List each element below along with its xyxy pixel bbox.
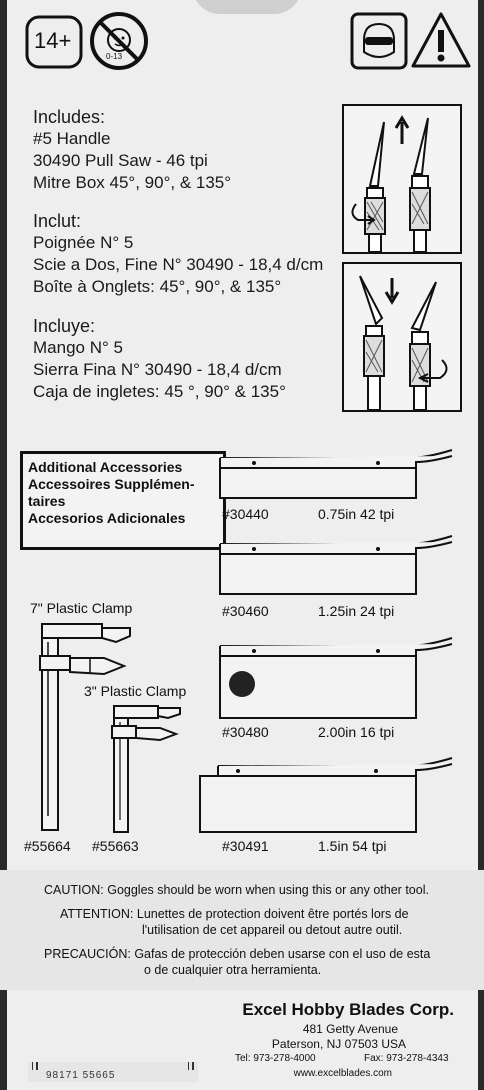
accessories-title-en: Additional Accessories	[28, 459, 183, 475]
company-web: www.excelblades.com	[293, 1068, 392, 1079]
small-clamp-code: #55663	[92, 838, 139, 854]
saw-spec: 1.25in 24 tpi	[318, 603, 395, 619]
saw-spec: 0.75in 42 tpi	[318, 506, 395, 522]
company-street: 481 Getty Avenue	[302, 1022, 398, 1036]
saw-code: #30491	[222, 838, 269, 854]
caution-lead: CAUTION:	[44, 883, 104, 897]
accessories-title-es: Accesorios Adicionales	[28, 510, 186, 526]
caution-es-cont: o de cualquier otra herramienta.	[144, 963, 322, 977]
company-fax: Fax: 973-278-4343	[364, 1053, 449, 1064]
includes-line: Scie a Dos, Fine N° 30490 - 18,4 d/cm	[33, 255, 324, 274]
caution-text: Lunettes de protection doivent être portés lors de	[136, 907, 409, 921]
caution-lead: ATTENTION:	[60, 907, 134, 921]
hang-notch	[192, 0, 302, 14]
large-clamp-code: #55664	[24, 838, 71, 854]
includes-line: Caja de ingletes: 45 °, 90° & 135°	[33, 382, 286, 401]
additional-accessories-box	[20, 451, 226, 550]
includes-title-en: Includes:	[33, 107, 106, 127]
small-clamp-label: 3" Plastic Clamp	[84, 683, 187, 699]
saw-blade-30440-illustration	[216, 448, 456, 504]
company-city: Paterson, NJ 07503 USA	[271, 1037, 406, 1051]
includes-title-es: Incluye:	[33, 316, 96, 336]
includes-line: Poignée N° 5	[33, 233, 134, 252]
age-badge-label: 14+	[34, 28, 72, 53]
saw-spec: 2.00in 16 tpi	[318, 724, 395, 740]
caution-en	[44, 882, 429, 898]
caution-fr	[60, 906, 409, 922]
caution-text: Gafas de protección deben usarse con el uso de esta	[134, 947, 431, 961]
caution-text: Goggles should be worn when using this or any other tool.	[107, 883, 429, 897]
saw-blade-30480-illustration	[216, 632, 456, 722]
accessories-title-fr-cont: taires	[28, 493, 66, 509]
saw-spec: 1.5in 54 tpi	[318, 838, 387, 854]
company-name: Excel Hobby Blades Corp.	[242, 1000, 454, 1019]
blade-remove-diagram	[342, 262, 462, 412]
no-children-icon	[88, 10, 150, 72]
blade-insert-diagram	[342, 104, 462, 254]
includes-line: Sierra Fina N° 30490 - 18,4 d/cm	[33, 360, 282, 379]
includes-line: Boîte à Onglets: 45°, 90°, & 135°	[33, 277, 282, 296]
caution-es	[44, 946, 430, 962]
saw-code: #30460	[222, 603, 269, 619]
saw-blade-30491-illustration	[196, 752, 456, 836]
includes-line: Mango N° 5	[33, 338, 123, 357]
accessories-title-fr: Accessoires Supplémen-	[28, 476, 195, 492]
warning-triangle-icon	[410, 10, 472, 70]
caution-fr-cont: l'utilisation de cet appareil ou detout autre outil.	[142, 923, 403, 937]
caution-lead: PRECAUCIÓN:	[44, 947, 131, 961]
includes-french	[33, 210, 323, 298]
includes-line: #5 Handle	[33, 129, 111, 148]
saw-code: #30480	[222, 724, 269, 740]
includes-spanish	[33, 315, 286, 403]
includes-title-fr: Inclut:	[33, 211, 82, 231]
includes-english	[33, 106, 231, 194]
goggles-required-icon	[350, 12, 408, 70]
large-clamp-label: 7" Plastic Clamp	[30, 600, 133, 616]
saw-blade-30460-illustration	[216, 532, 456, 598]
includes-line: Mitre Box 45°, 90°, & 135°	[33, 173, 232, 192]
saw-code: #30440	[222, 506, 269, 522]
includes-line: 30490 Pull Saw - 46 tpi	[33, 151, 208, 170]
company-tel: Tel: 973-278-4000	[235, 1053, 316, 1064]
barcode-digits: 98171 55665	[46, 1070, 116, 1081]
small-plastic-clamp-illustration	[84, 702, 184, 834]
no-children-age-label: 0-13	[106, 52, 123, 61]
